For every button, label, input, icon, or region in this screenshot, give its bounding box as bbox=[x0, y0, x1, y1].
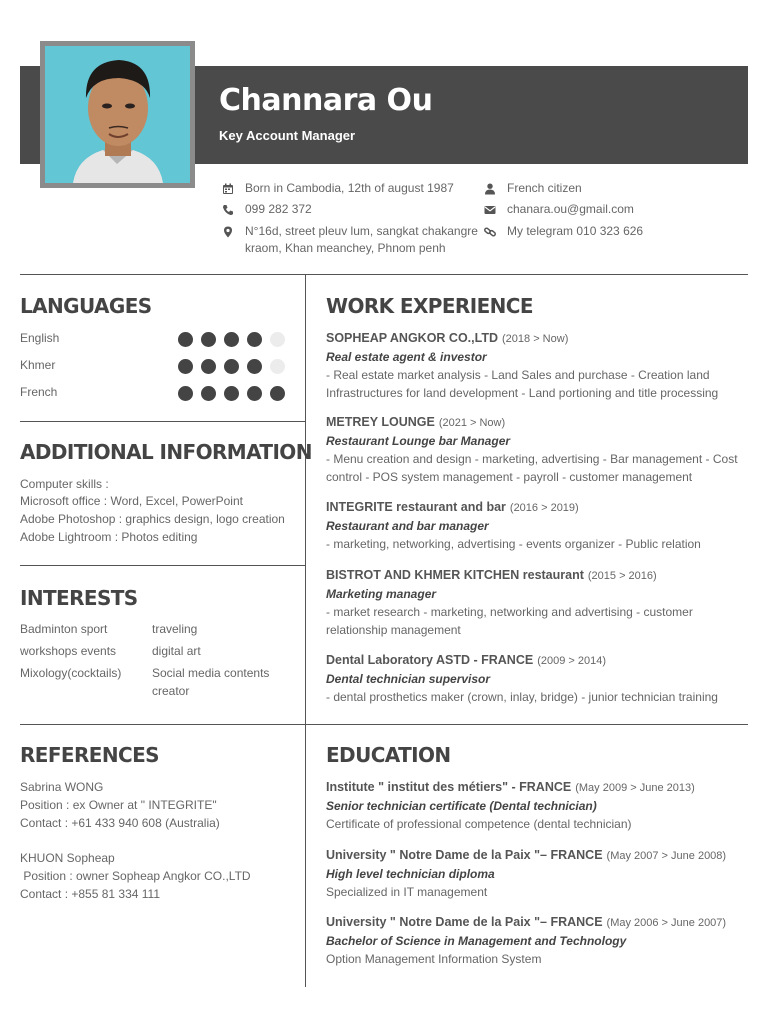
education-title: EDUCATION bbox=[326, 743, 451, 767]
work-desc: Infrastructures for land development - Land portioning and title processing bbox=[326, 386, 719, 400]
reference-line: Position : ex Owner at " INTEGRITE" bbox=[20, 798, 217, 812]
interest-item: digital art bbox=[152, 644, 201, 658]
phone-icon bbox=[222, 201, 238, 218]
additional-info-line: Computer skills : bbox=[20, 477, 109, 491]
language-name: French bbox=[20, 385, 58, 399]
work-org: METREY LOUNGE bbox=[326, 415, 435, 429]
work-desc: - Real estate market analysis - Land Sales and purchase - Creation land bbox=[326, 368, 710, 382]
interest-item: creator bbox=[152, 684, 190, 698]
work-org: Dental Laboratory ASTD - FRANCE bbox=[326, 653, 534, 667]
level-dot-filled bbox=[247, 359, 262, 374]
additional-info-line: Microsoft office : Word, Excel, PowerPoint bbox=[20, 494, 243, 508]
education-degree: High level technician diploma bbox=[326, 867, 495, 881]
work-role: Dental technician supervisor bbox=[326, 672, 491, 686]
education-desc: Option Management Information System bbox=[326, 952, 542, 966]
work-role: Restaurant and bar manager bbox=[326, 519, 489, 533]
education-degree: Bachelor of Science in Management and Technology bbox=[326, 934, 627, 948]
interests-title: INTERESTS bbox=[20, 586, 138, 610]
work-experience-title: WORK EXPERIENCE bbox=[326, 294, 533, 318]
contact-email[interactable]: chanara.ou@gmail.com bbox=[484, 201, 634, 218]
language-level bbox=[178, 386, 293, 401]
level-dot-filled bbox=[247, 332, 262, 347]
work-org: INTEGRITE restaurant and bar bbox=[326, 500, 506, 514]
level-dot-filled bbox=[247, 386, 262, 401]
work-entry bbox=[326, 651, 738, 706]
education-dates: (May 2009 > June 2013) bbox=[575, 782, 695, 794]
reference-line: KHUON Sopheap bbox=[20, 851, 115, 865]
envelope-icon bbox=[484, 201, 500, 218]
level-dot-filled bbox=[178, 332, 193, 347]
work-entry bbox=[326, 413, 738, 486]
work-desc: - Menu creation and design - marketing, advertising - Bar management - Cost bbox=[326, 452, 738, 466]
interest-item: traveling bbox=[152, 622, 198, 636]
language-name: Khmer bbox=[20, 358, 56, 372]
interest-item: Social media contents bbox=[152, 666, 270, 680]
work-dates: (2009 > 2014) bbox=[537, 655, 607, 667]
divider-left-2 bbox=[20, 565, 305, 566]
contact-telegram[interactable]: My telegram 010 323 626 bbox=[484, 223, 643, 240]
candidate-title: Key Account Manager bbox=[219, 128, 356, 143]
divider-top bbox=[20, 274, 748, 275]
user-icon bbox=[484, 180, 500, 197]
work-dates: (2015 > 2016) bbox=[587, 570, 657, 582]
level-dot-filled bbox=[270, 386, 285, 401]
level-dot-filled bbox=[224, 386, 239, 401]
link-icon bbox=[484, 223, 500, 240]
profile-photo bbox=[45, 46, 190, 183]
contact-birth: Born in Cambodia, 12th of august 1987 bbox=[222, 180, 454, 197]
work-role: Real estate agent & investor bbox=[326, 350, 487, 364]
additional-info-line: Adobe Photoshop : graphics design, logo creation bbox=[20, 512, 285, 526]
work-desc: - market research - marketing, networking and advertising - customer bbox=[326, 605, 693, 619]
work-entry bbox=[326, 498, 738, 553]
education-entry bbox=[326, 778, 738, 833]
work-desc: relationship management bbox=[326, 623, 461, 637]
interest-item: Mixology(cocktails) bbox=[20, 666, 122, 680]
language-level bbox=[178, 359, 293, 374]
map-pin-icon bbox=[222, 223, 238, 240]
work-desc: control - POS system management - payroll - customer management bbox=[326, 470, 693, 484]
divider-vertical bbox=[305, 274, 306, 987]
level-dot-empty bbox=[270, 359, 285, 374]
work-entry bbox=[326, 329, 738, 402]
reference-line: Sabrina WONG bbox=[20, 780, 104, 794]
level-dot-filled bbox=[201, 386, 216, 401]
additional-info-line: Adobe Lightroom : Photos editing bbox=[20, 530, 198, 544]
divider-middle bbox=[20, 724, 748, 725]
level-dot-filled bbox=[224, 332, 239, 347]
reference-line: Position : owner Sopheap Angkor CO.,LTD bbox=[20, 869, 251, 883]
work-dates: (2016 > 2019) bbox=[509, 502, 579, 514]
education-dates: (May 2006 > June 2007) bbox=[606, 917, 727, 929]
level-dot-empty bbox=[270, 332, 285, 347]
contact-address: N°16d, street pleuv lum, sangkat chakangre kraom, Khan meanchey, Phnom penh bbox=[222, 223, 478, 257]
languages-title: LANGUAGES bbox=[20, 294, 152, 318]
language-name: English bbox=[20, 331, 60, 345]
work-role: Marketing manager bbox=[326, 587, 437, 601]
references-title: REFERENCES bbox=[20, 743, 159, 767]
level-dot-filled bbox=[178, 359, 193, 374]
reference-line: Contact : +61 433 940 608 (Australia) bbox=[20, 816, 220, 830]
work-org: SOPHEAP ANGKOR CO.,LTD bbox=[326, 331, 499, 345]
education-org: University " Notre Dame de la Paix "– FRANCE bbox=[326, 848, 603, 862]
contact-citizenship: French citizen bbox=[484, 180, 582, 197]
education-entry bbox=[326, 913, 738, 968]
contact-phone: 099 282 372 bbox=[222, 201, 312, 218]
calendar-icon bbox=[222, 180, 238, 197]
divider-left-1 bbox=[20, 421, 305, 422]
education-dates: (May 2007 > June 2008) bbox=[606, 850, 727, 862]
language-level bbox=[178, 332, 293, 347]
education-entry bbox=[326, 846, 738, 901]
work-desc: - dental prosthetics maker (crown, inlay, bridge) - junior technician training bbox=[326, 690, 718, 704]
work-dates: (2021 > Now) bbox=[438, 417, 506, 429]
work-org: BISTROT AND KHMER KITCHEN restaurant bbox=[326, 568, 584, 582]
profile-photo-frame bbox=[40, 41, 195, 188]
education-desc: Specialized in IT management bbox=[326, 885, 488, 899]
level-dot-filled bbox=[178, 386, 193, 401]
level-dot-filled bbox=[201, 359, 216, 374]
work-desc: - marketing, networking, advertising - events organizer - Public relation bbox=[326, 537, 701, 551]
reference-line: Contact : +855 81 334 111 bbox=[20, 887, 160, 901]
interest-item: workshops events bbox=[20, 644, 117, 658]
level-dot-filled bbox=[224, 359, 239, 374]
candidate-name: Channara Ou bbox=[219, 83, 433, 118]
education-org: University " Notre Dame de la Paix "– FRANCE bbox=[326, 915, 603, 929]
level-dot-filled bbox=[201, 332, 216, 347]
education-org: Institute " institut des métiers" - FRANCE bbox=[326, 780, 572, 794]
education-degree: Senior technician certificate (Dental technician) bbox=[326, 799, 597, 813]
additional-info-title: ADDITIONAL INFORMATION bbox=[20, 440, 312, 464]
work-role: Restaurant Lounge bar Manager bbox=[326, 434, 511, 448]
interest-item: Badminton sport bbox=[20, 622, 108, 636]
education-desc: Certificate of professional competence (dental technician) bbox=[326, 817, 632, 831]
work-dates: (2018 > Now) bbox=[502, 333, 569, 345]
work-entry bbox=[326, 566, 738, 639]
